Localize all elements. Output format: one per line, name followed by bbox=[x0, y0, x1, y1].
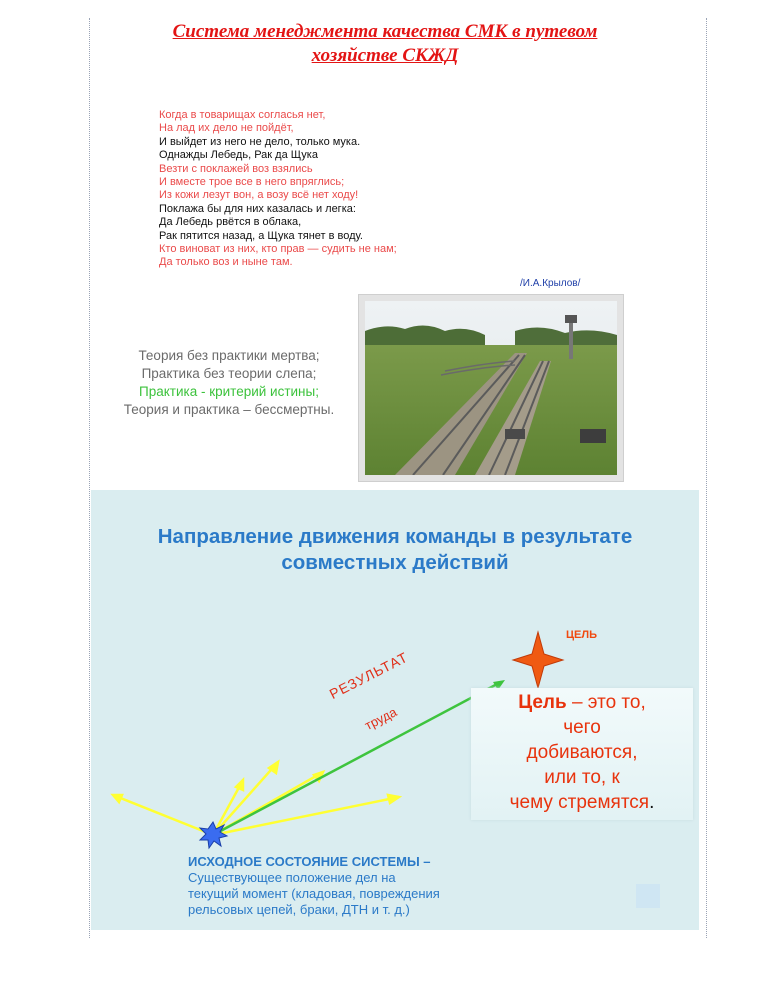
initial-state-heading: ИСХОДНОЕ СОСТОЯНИЕ СИСТЕМЫ bbox=[188, 854, 420, 869]
railway-photo-frame bbox=[358, 294, 624, 482]
goal-label: ЦЕЛЬ bbox=[566, 629, 597, 641]
poem bbox=[159, 109, 579, 270]
definition-line-2: чего bbox=[563, 717, 601, 738]
definition-line-5: чему стремятся bbox=[509, 792, 650, 813]
yellow-arrowhead bbox=[388, 795, 399, 803]
green-arrow bbox=[213, 680, 505, 835]
definition-line-3: добиваются, bbox=[526, 742, 638, 763]
goal-definition-box bbox=[471, 688, 693, 820]
definition-end: . bbox=[649, 792, 655, 813]
small-placeholder-box bbox=[636, 884, 660, 908]
yellow-arrows bbox=[113, 762, 399, 835]
poem-author: /И.А.Крылов/ bbox=[520, 278, 581, 289]
definition-word: Цель bbox=[518, 692, 567, 713]
poem-line: Когда в товарищах согласья нет, bbox=[159, 109, 326, 121]
goal-star-icon bbox=[513, 632, 563, 688]
team-direction-slide bbox=[91, 490, 699, 930]
poem-line: Кто виноват из них, кто прав — судить не нам; bbox=[159, 243, 397, 256]
railway-photo bbox=[365, 301, 617, 475]
result-label: РЕЗУЛЬТАТ bbox=[326, 648, 411, 702]
poem-line: Поклажа бы для них казалась и легка: bbox=[159, 202, 356, 215]
initial-state-line-1: Существующее положение дел на bbox=[188, 870, 396, 885]
title-line-2: хозяйстве СКЖД bbox=[311, 45, 459, 66]
poem-line: Да Лебедь рвётся в облака, bbox=[159, 216, 302, 229]
yellow-arrow bbox=[113, 795, 213, 835]
slide-title-line-2: совместных действий bbox=[281, 551, 509, 574]
yellow-arrowhead bbox=[236, 780, 243, 790]
yellow-arrowhead bbox=[113, 795, 122, 802]
poem-line: Везти с поклажей воз взялись bbox=[159, 162, 313, 175]
theory-line-1: Теория без практики мертва; bbox=[138, 348, 320, 363]
poem-line: И выйдет из него не дело, только мука. bbox=[159, 135, 361, 148]
poem-line: Рак пятится назад, а Щука тянет в воду. bbox=[159, 229, 363, 242]
initial-state bbox=[188, 854, 508, 918]
poem-line: И вместе трое все в него впряглись; bbox=[159, 176, 345, 189]
poem-line: Да только воз и ныне там. bbox=[159, 256, 293, 269]
theory-line-3: Практика - критерий истины; bbox=[139, 384, 319, 399]
theory-quote bbox=[100, 347, 358, 419]
work-label: труда bbox=[362, 704, 400, 733]
page-border-right bbox=[706, 18, 708, 938]
title-line-1: Система менеджмента качества СМК в путевом bbox=[172, 21, 598, 42]
goal-definition-text bbox=[471, 690, 693, 815]
poem-line: Из кожи лезут вон, а возу всё нет ходу! bbox=[159, 189, 359, 202]
initial-state-line-3: рельсовых цепей, браки, ДТН и т. д.) bbox=[188, 902, 410, 917]
start-star-icon bbox=[200, 822, 227, 848]
initial-state-dash: – bbox=[419, 854, 431, 869]
poem-line: На лад их дело не пойдёт, bbox=[159, 122, 294, 135]
definition-rest: – это то, bbox=[566, 692, 646, 713]
theory-line-4: Теория и практика – бессмертны. bbox=[123, 402, 335, 417]
definition-line-4: или то, к bbox=[544, 767, 620, 788]
theory-line-2: Практика без теории слепа; bbox=[141, 366, 317, 381]
poem-line: Однажды Лебедь, Рак да Щука bbox=[159, 149, 318, 162]
initial-state-line-2: текущий момент (кладовая, повреждения bbox=[188, 886, 440, 901]
document-title bbox=[100, 20, 670, 68]
slide-title-line-1: Направление движения команды в результате bbox=[157, 525, 633, 548]
